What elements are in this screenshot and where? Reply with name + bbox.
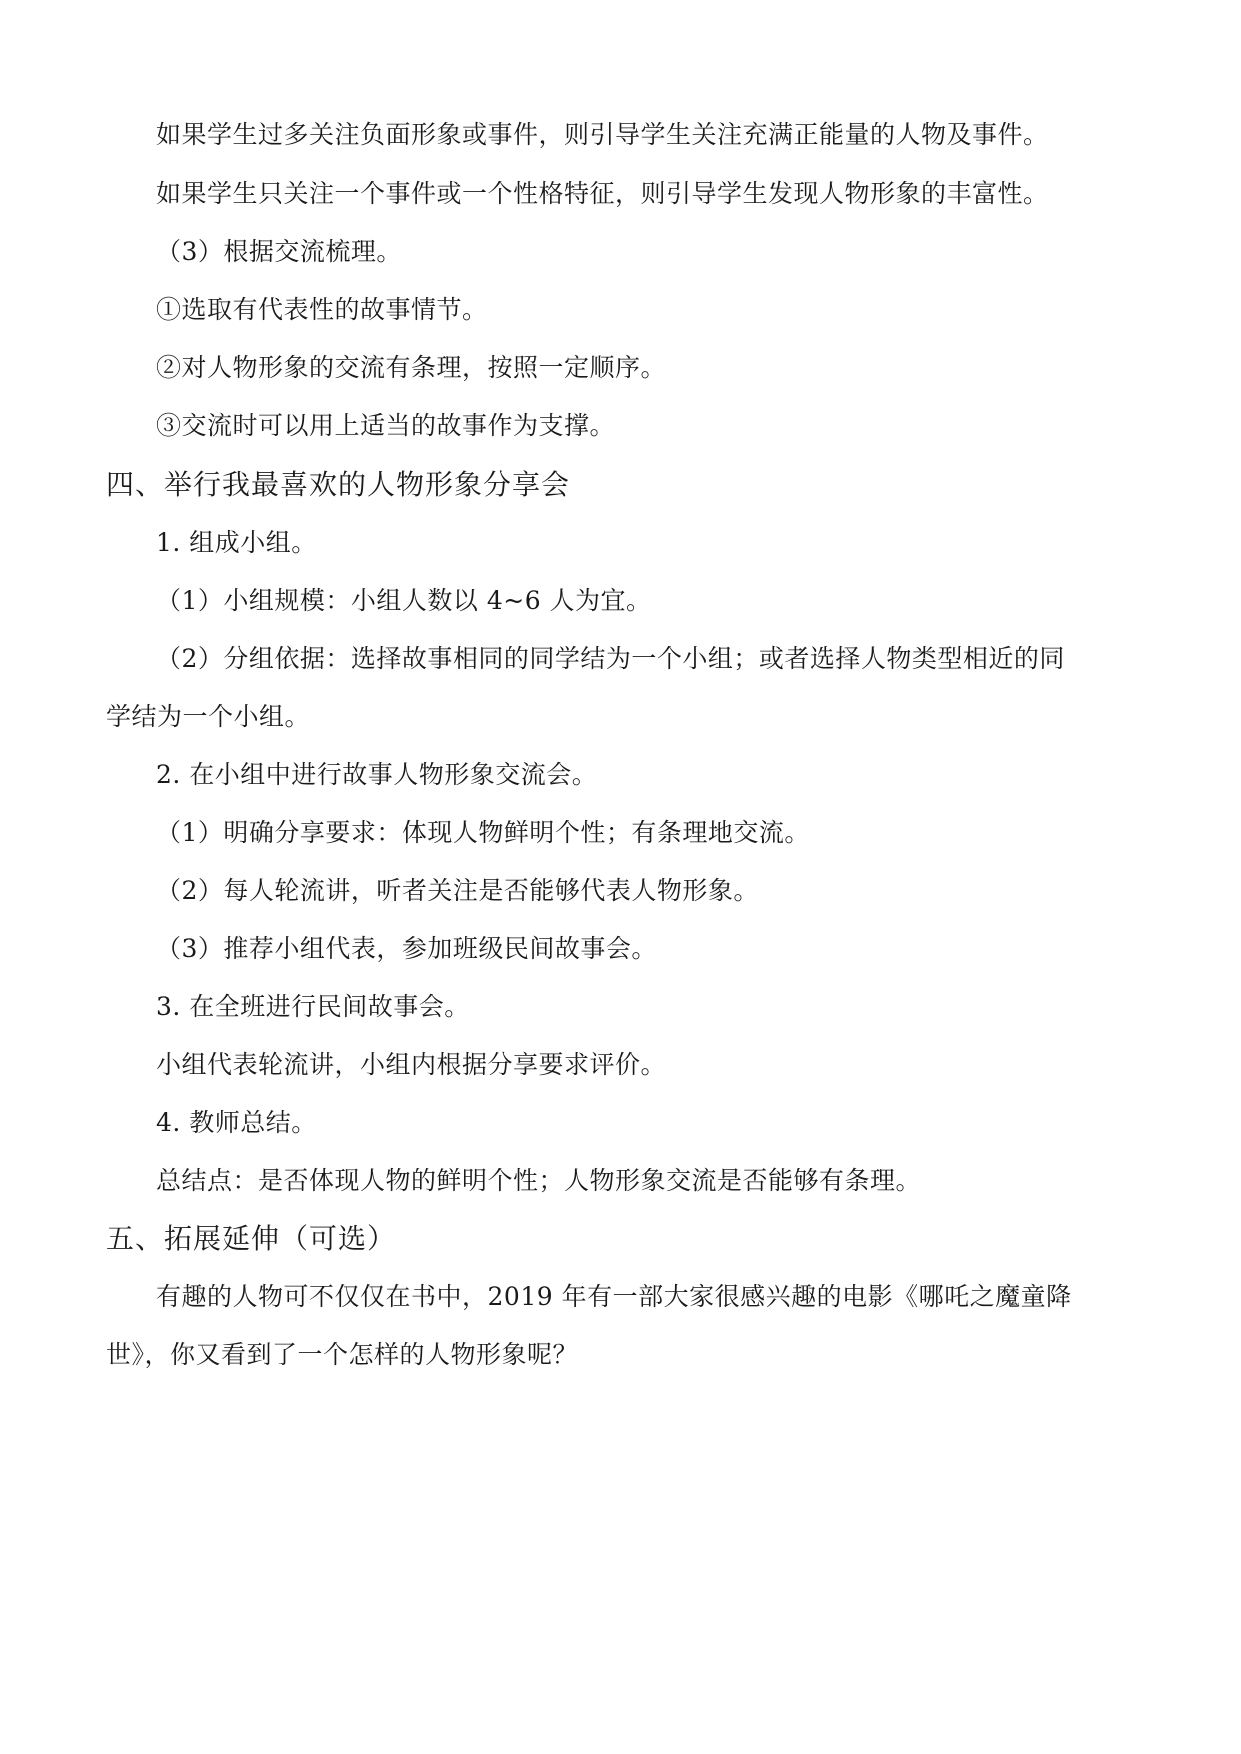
step-4-teacher-summary: 4. 教师总结。 — [156, 1108, 317, 1137]
summary-points-paragraph: 总结点：是否体现人物的鲜明个性；人物形象交流是否能够有条理。 — [156, 1166, 922, 1195]
grouping-basis-item: （2）分组依据：选择故事相同的同学结为一个小组；或者选择人物类型相近的同 — [156, 644, 1065, 673]
section-heading-5: 五、拓展延伸（可选） — [106, 1222, 397, 1255]
group-size-item: （1）小组规模：小组人数以 4~6 人为宜。 — [156, 586, 652, 615]
step-1-form-groups: 1. 组成小组。 — [156, 528, 317, 557]
sharing-requirements-item: （1）明确分享要求：体现人物鲜明个性；有条理地交流。 — [156, 818, 810, 847]
step-3-class-story-meeting: 3. 在全班进行民间故事会。 — [156, 992, 470, 1021]
take-turns-item: （2）每人轮流讲，听者关注是否能够代表人物形象。 — [156, 876, 759, 905]
grouping-basis-continued: 学结为一个小组。 — [106, 702, 311, 731]
extension-paragraph: 有趣的人物可不仅仅在书中，2019 年有一部大家很感兴趣的电影《哪吒之魔童降 — [156, 1282, 1072, 1311]
extension-paragraph-continued: 世》，你又看到了一个怎样的人物形象呢？ — [106, 1340, 579, 1369]
section-heading-4: 四、举行我最喜欢的人物形象分享会 — [106, 468, 571, 501]
list-item-3: ③交流时可以用上适当的故事作为支撑。 — [156, 411, 616, 440]
recommend-representative-item: （3）推荐小组代表，参加班级民间故事会。 — [156, 934, 657, 963]
list-item-2: ②对人物形象的交流有条理，按照一定顺序。 — [156, 353, 667, 382]
paragraph-negative-focus: 如果学生过多关注负面形象或事件，则引导学生关注充满正能量的人物及事件。 — [156, 120, 1049, 149]
paragraph-single-focus: 如果学生只关注一个事件或一个性格特征，则引导学生发现人物形象的丰富性。 — [156, 179, 1049, 208]
representatives-paragraph: 小组代表轮流讲，小组内根据分享要求评价。 — [156, 1050, 667, 1079]
list-item-1: ①选取有代表性的故事情节。 — [156, 295, 488, 324]
step-2-group-exchange: 2. 在小组中进行故事人物形象交流会。 — [156, 760, 598, 789]
step-3-heading: （3）根据交流梳理。 — [156, 237, 402, 266]
